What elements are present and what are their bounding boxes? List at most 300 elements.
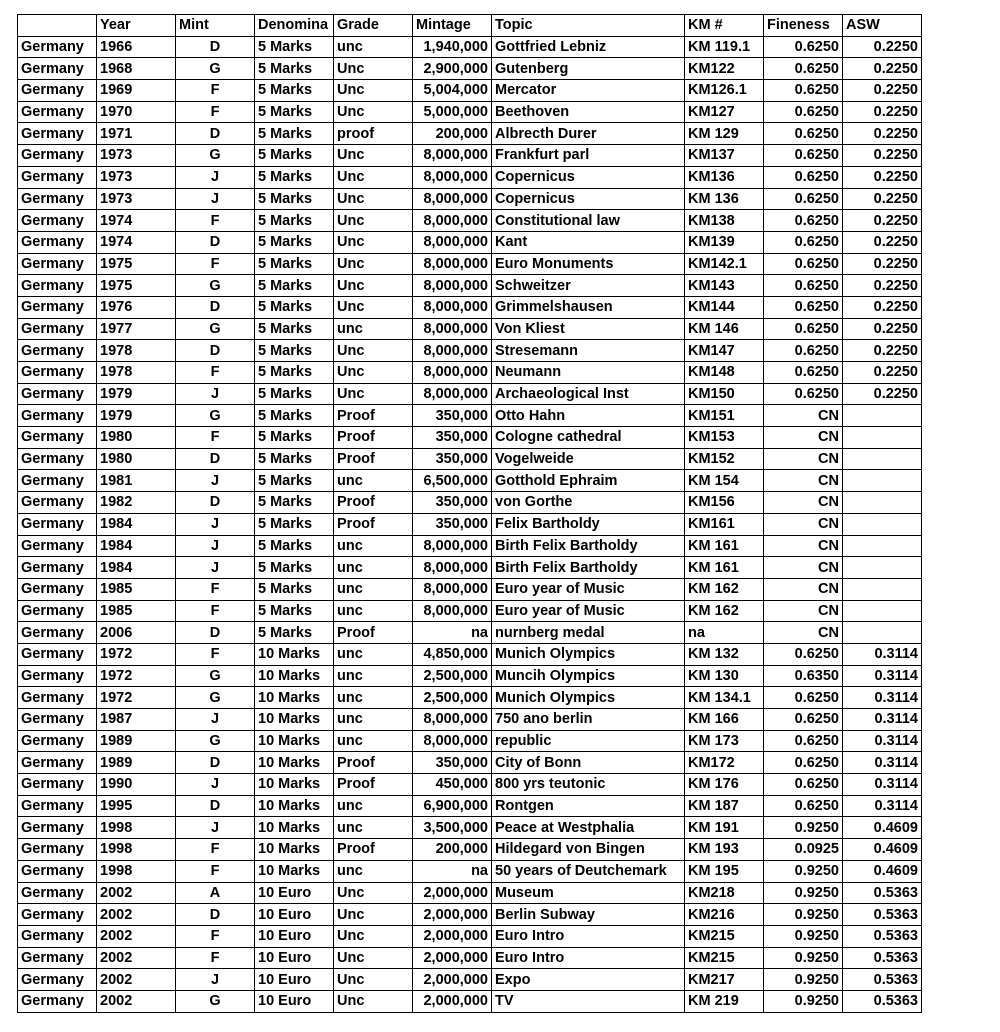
cell-asw: 0.4609 — [843, 817, 922, 839]
cell-grade: unc — [334, 665, 413, 687]
cell-km-number: KM215 — [685, 947, 764, 969]
cell-mintage: 350,000 — [413, 427, 492, 449]
cell-fineness: 0.6350 — [764, 665, 843, 687]
cell-mintage: 350,000 — [413, 492, 492, 514]
cell-km-number: KM215 — [685, 925, 764, 947]
cell-denomination: 10 Marks — [255, 860, 334, 882]
cell-grade: Unc — [334, 296, 413, 318]
cell-denomination: 5 Marks — [255, 58, 334, 80]
cell-asw — [843, 448, 922, 470]
cell-mint: F — [176, 253, 255, 275]
cell-grade: Unc — [334, 990, 413, 1012]
cell-country: Germany — [18, 535, 97, 557]
cell-km-number: KM148 — [685, 362, 764, 384]
table-row — [18, 709, 922, 731]
cell-year: 1974 — [97, 210, 176, 232]
cell-denomination: 5 Marks — [255, 405, 334, 427]
cell-topic: Birth Felix Bartholdy — [492, 557, 685, 579]
cell-asw: 0.2250 — [843, 58, 922, 80]
cell-grade: Proof — [334, 752, 413, 774]
cell-country: Germany — [18, 470, 97, 492]
cell-mint: G — [176, 990, 255, 1012]
cell-asw: 0.2250 — [843, 188, 922, 210]
cell-asw: 0.3114 — [843, 665, 922, 687]
cell-denomination: 5 Marks — [255, 318, 334, 340]
cell-year: 1985 — [97, 600, 176, 622]
cell-year: 1984 — [97, 513, 176, 535]
cell-fineness: 0.6250 — [764, 296, 843, 318]
cell-fineness: 0.6250 — [764, 36, 843, 58]
cell-asw: 0.2250 — [843, 231, 922, 253]
cell-mint: F — [176, 210, 255, 232]
table-row — [18, 362, 922, 384]
cell-grade: proof — [334, 123, 413, 145]
table-row — [18, 210, 922, 232]
cell-mintage: na — [413, 860, 492, 882]
cell-fineness: 0.6250 — [764, 687, 843, 709]
cell-country: Germany — [18, 600, 97, 622]
cell-denomination: 10 Euro — [255, 969, 334, 991]
cell-year: 1995 — [97, 795, 176, 817]
cell-denomination: 5 Marks — [255, 253, 334, 275]
cell-topic: 800 yrs teutonic — [492, 774, 685, 796]
table-row — [18, 492, 922, 514]
cell-topic: Neumann — [492, 362, 685, 384]
cell-grade: Proof — [334, 774, 413, 796]
cell-country: Germany — [18, 318, 97, 340]
table-row — [18, 448, 922, 470]
cell-country: Germany — [18, 166, 97, 188]
cell-country: Germany — [18, 687, 97, 709]
cell-topic: Copernicus — [492, 166, 685, 188]
cell-denomination: 5 Marks — [255, 622, 334, 644]
cell-asw: 0.3114 — [843, 795, 922, 817]
cell-topic: Kant — [492, 231, 685, 253]
cell-fineness: 0.6250 — [764, 101, 843, 123]
cell-grade: unc — [334, 687, 413, 709]
cell-grade: unc — [334, 643, 413, 665]
cell-km-number: KM161 — [685, 513, 764, 535]
cell-km-number: KM153 — [685, 427, 764, 449]
cell-km-number: KM 161 — [685, 557, 764, 579]
cell-fineness: CN — [764, 470, 843, 492]
cell-country: Germany — [18, 513, 97, 535]
cell-mint: D — [176, 123, 255, 145]
cell-country: Germany — [18, 557, 97, 579]
cell-grade: Unc — [334, 925, 413, 947]
cell-km-number: KM150 — [685, 383, 764, 405]
cell-topic: Felix Bartholdy — [492, 513, 685, 535]
cell-topic: Expo — [492, 969, 685, 991]
cell-topic: Birth Felix Bartholdy — [492, 535, 685, 557]
cell-mintage: 450,000 — [413, 774, 492, 796]
table-row — [18, 166, 922, 188]
cell-denomination: 5 Marks — [255, 383, 334, 405]
cell-km-number: KM216 — [685, 904, 764, 926]
cell-mint: G — [176, 275, 255, 297]
table-row — [18, 253, 922, 275]
cell-country: Germany — [18, 340, 97, 362]
cell-fineness: 0.6250 — [764, 123, 843, 145]
cell-denomination: 5 Marks — [255, 600, 334, 622]
cell-country: Germany — [18, 817, 97, 839]
cell-grade: Unc — [334, 210, 413, 232]
cell-country: Germany — [18, 752, 97, 774]
cell-grade: Unc — [334, 253, 413, 275]
cell-denomination: 5 Marks — [255, 578, 334, 600]
cell-denomination: 5 Marks — [255, 470, 334, 492]
cell-fineness: 0.6250 — [764, 383, 843, 405]
cell-year: 1973 — [97, 166, 176, 188]
table-row — [18, 557, 922, 579]
cell-km-number: KM136 — [685, 166, 764, 188]
cell-km-number: KM 176 — [685, 774, 764, 796]
cell-country: Germany — [18, 774, 97, 796]
table-row — [18, 231, 922, 253]
table-row — [18, 578, 922, 600]
cell-asw: 0.2250 — [843, 123, 922, 145]
cell-country: Germany — [18, 882, 97, 904]
cell-asw: 0.2250 — [843, 318, 922, 340]
cell-fineness: CN — [764, 513, 843, 535]
cell-mintage: 8,000,000 — [413, 296, 492, 318]
cell-km-number: KM217 — [685, 969, 764, 991]
cell-grade: unc — [334, 535, 413, 557]
table-row — [18, 882, 922, 904]
cell-km-number: KM156 — [685, 492, 764, 514]
cell-asw: 0.5363 — [843, 904, 922, 926]
cell-topic: Archaeological Inst — [492, 383, 685, 405]
cell-asw: 0.2250 — [843, 362, 922, 384]
cell-topic: republic — [492, 730, 685, 752]
cell-km-number: KM 195 — [685, 860, 764, 882]
table-row — [18, 665, 922, 687]
cell-grade: Unc — [334, 383, 413, 405]
cell-mintage: 1,940,000 — [413, 36, 492, 58]
cell-fineness: 0.6250 — [764, 318, 843, 340]
cell-mint: G — [176, 687, 255, 709]
cell-fineness: CN — [764, 578, 843, 600]
cell-country: Germany — [18, 969, 97, 991]
header-asw: ASW — [843, 15, 922, 37]
cell-km-number: KM 173 — [685, 730, 764, 752]
table-row — [18, 58, 922, 80]
cell-denomination: 5 Marks — [255, 166, 334, 188]
cell-asw: 0.3114 — [843, 774, 922, 796]
cell-asw — [843, 578, 922, 600]
cell-topic: Otto Hahn — [492, 405, 685, 427]
cell-mint: D — [176, 296, 255, 318]
cell-denomination: 10 Marks — [255, 687, 334, 709]
cell-mintage: 6,900,000 — [413, 795, 492, 817]
cell-mint: G — [176, 665, 255, 687]
cell-topic: Euro Intro — [492, 947, 685, 969]
cell-year: 1978 — [97, 362, 176, 384]
cell-fineness: CN — [764, 622, 843, 644]
cell-mintage: 2,000,000 — [413, 969, 492, 991]
cell-country: Germany — [18, 188, 97, 210]
cell-km-number: na — [685, 622, 764, 644]
cell-denomination: 10 Euro — [255, 882, 334, 904]
cell-fineness: 0.6250 — [764, 752, 843, 774]
cell-fineness: 0.6250 — [764, 253, 843, 275]
cell-mint: J — [176, 709, 255, 731]
cell-country: Germany — [18, 123, 97, 145]
cell-grade: unc — [334, 36, 413, 58]
cell-km-number: KM143 — [685, 275, 764, 297]
cell-grade: Unc — [334, 231, 413, 253]
cell-asw — [843, 427, 922, 449]
cell-asw — [843, 470, 922, 492]
cell-km-number: KM 193 — [685, 839, 764, 861]
header-denomination: Denomina — [255, 15, 334, 37]
cell-asw: 0.5363 — [843, 882, 922, 904]
cell-mintage: 6,500,000 — [413, 470, 492, 492]
cell-mint: J — [176, 470, 255, 492]
cell-country: Germany — [18, 296, 97, 318]
cell-fineness: CN — [764, 557, 843, 579]
cell-denomination: 10 Marks — [255, 839, 334, 861]
cell-km-number: KM 129 — [685, 123, 764, 145]
cell-grade: Proof — [334, 839, 413, 861]
cell-km-number: KM144 — [685, 296, 764, 318]
cell-fineness: 0.9250 — [764, 860, 843, 882]
cell-year: 1978 — [97, 340, 176, 362]
cell-asw: 0.2250 — [843, 210, 922, 232]
cell-topic: Euro year of Music — [492, 578, 685, 600]
cell-km-number: KM 130 — [685, 665, 764, 687]
cell-year: 2002 — [97, 947, 176, 969]
cell-mint: F — [176, 947, 255, 969]
cell-asw: 0.2250 — [843, 296, 922, 318]
cell-year: 2002 — [97, 904, 176, 926]
cell-mintage: 3,500,000 — [413, 817, 492, 839]
cell-denomination: 5 Marks — [255, 492, 334, 514]
header-mint: Mint — [176, 15, 255, 37]
table-row — [18, 340, 922, 362]
table-row — [18, 687, 922, 709]
cell-km-number: KM 162 — [685, 600, 764, 622]
cell-asw: 0.3114 — [843, 687, 922, 709]
cell-country: Germany — [18, 80, 97, 102]
cell-topic: 50 years of Deutchemark — [492, 860, 685, 882]
cell-asw: 0.3114 — [843, 752, 922, 774]
cell-topic: von Gorthe — [492, 492, 685, 514]
cell-year: 1975 — [97, 275, 176, 297]
cell-country: Germany — [18, 925, 97, 947]
cell-mintage: 8,000,000 — [413, 231, 492, 253]
cell-mint: F — [176, 427, 255, 449]
cell-fineness: 0.9250 — [764, 969, 843, 991]
cell-mintage: 8,000,000 — [413, 362, 492, 384]
cell-grade: Proof — [334, 622, 413, 644]
cell-denomination: 5 Marks — [255, 427, 334, 449]
cell-asw — [843, 557, 922, 579]
table-row — [18, 101, 922, 123]
cell-mintage: 4,850,000 — [413, 643, 492, 665]
cell-topic: Cologne cathedral — [492, 427, 685, 449]
header-grade: Grade — [334, 15, 413, 37]
cell-country: Germany — [18, 36, 97, 58]
cell-mint: J — [176, 383, 255, 405]
table-row — [18, 470, 922, 492]
cell-country: Germany — [18, 730, 97, 752]
cell-km-number: KM 162 — [685, 578, 764, 600]
cell-country: Germany — [18, 275, 97, 297]
table-row — [18, 405, 922, 427]
cell-mintage: 2,000,000 — [413, 925, 492, 947]
cell-denomination: 10 Marks — [255, 752, 334, 774]
cell-fineness: 0.9250 — [764, 817, 843, 839]
cell-year: 1980 — [97, 427, 176, 449]
cell-year: 1973 — [97, 188, 176, 210]
table-row — [18, 188, 922, 210]
cell-km-number: KM 134.1 — [685, 687, 764, 709]
table-row — [18, 600, 922, 622]
cell-fineness: 0.6250 — [764, 210, 843, 232]
cell-fineness: 0.6250 — [764, 145, 843, 167]
cell-asw: 0.5363 — [843, 925, 922, 947]
cell-mintage: 350,000 — [413, 513, 492, 535]
cell-mintage: 2,500,000 — [413, 687, 492, 709]
cell-fineness: CN — [764, 405, 843, 427]
table-row — [18, 947, 922, 969]
cell-denomination: 5 Marks — [255, 448, 334, 470]
cell-country: Germany — [18, 58, 97, 80]
cell-country: Germany — [18, 405, 97, 427]
cell-mint: F — [176, 578, 255, 600]
cell-mintage: 8,000,000 — [413, 730, 492, 752]
header-fineness: Fineness — [764, 15, 843, 37]
cell-mint: D — [176, 492, 255, 514]
cell-km-number: KM147 — [685, 340, 764, 362]
cell-km-number: KM 219 — [685, 990, 764, 1012]
cell-fineness: 0.6250 — [764, 231, 843, 253]
cell-year: 1979 — [97, 383, 176, 405]
cell-mint: F — [176, 80, 255, 102]
cell-year: 1977 — [97, 318, 176, 340]
cell-asw: 0.2250 — [843, 80, 922, 102]
cell-denomination: 10 Euro — [255, 904, 334, 926]
cell-country: Germany — [18, 448, 97, 470]
cell-grade: Proof — [334, 427, 413, 449]
cell-year: 1982 — [97, 492, 176, 514]
cell-mint: G — [176, 405, 255, 427]
cell-country: Germany — [18, 839, 97, 861]
cell-denomination: 5 Marks — [255, 80, 334, 102]
cell-mintage: 350,000 — [413, 405, 492, 427]
cell-denomination: 10 Marks — [255, 665, 334, 687]
cell-mint: D — [176, 622, 255, 644]
cell-year: 1972 — [97, 665, 176, 687]
cell-topic: Von Kliest — [492, 318, 685, 340]
table-row — [18, 296, 922, 318]
cell-mint: D — [176, 36, 255, 58]
table-row — [18, 839, 922, 861]
cell-mint: J — [176, 969, 255, 991]
cell-topic: Gotthold Ephraim — [492, 470, 685, 492]
cell-fineness: 0.6250 — [764, 709, 843, 731]
cell-denomination: 5 Marks — [255, 557, 334, 579]
table-row — [18, 513, 922, 535]
cell-year: 1989 — [97, 730, 176, 752]
cell-fineness: 0.9250 — [764, 925, 843, 947]
cell-year: 1998 — [97, 817, 176, 839]
cell-year: 1971 — [97, 123, 176, 145]
cell-topic: Munich Olympics — [492, 687, 685, 709]
cell-fineness: 0.6250 — [764, 58, 843, 80]
cell-fineness: 0.6250 — [764, 730, 843, 752]
cell-denomination: 5 Marks — [255, 101, 334, 123]
cell-grade: unc — [334, 600, 413, 622]
cell-mintage: 5,000,000 — [413, 101, 492, 123]
cell-grade: Unc — [334, 80, 413, 102]
cell-km-number: KM172 — [685, 752, 764, 774]
cell-asw: 0.2250 — [843, 166, 922, 188]
cell-country: Germany — [18, 231, 97, 253]
cell-fineness: 0.0925 — [764, 839, 843, 861]
cell-fineness: CN — [764, 448, 843, 470]
cell-fineness: 0.6250 — [764, 774, 843, 796]
table-row — [18, 817, 922, 839]
cell-grade: Unc — [334, 969, 413, 991]
cell-year: 1970 — [97, 101, 176, 123]
cell-mint: F — [176, 362, 255, 384]
header-country — [18, 15, 97, 37]
table-row — [18, 145, 922, 167]
cell-country: Germany — [18, 904, 97, 926]
cell-mintage: 8,000,000 — [413, 709, 492, 731]
cell-fineness: 0.6250 — [764, 340, 843, 362]
cell-denomination: 5 Marks — [255, 188, 334, 210]
cell-mint: J — [176, 817, 255, 839]
cell-asw: 0.2250 — [843, 36, 922, 58]
cell-country: Germany — [18, 709, 97, 731]
header-mintage: Mintage — [413, 15, 492, 37]
cell-grade: Unc — [334, 145, 413, 167]
cell-asw: 0.2250 — [843, 253, 922, 275]
cell-denomination: 10 Euro — [255, 947, 334, 969]
table-row — [18, 427, 922, 449]
cell-mintage: 8,000,000 — [413, 578, 492, 600]
cell-mint: D — [176, 795, 255, 817]
table-row — [18, 275, 922, 297]
cell-mintage: 8,000,000 — [413, 535, 492, 557]
cell-mintage: 2,000,000 — [413, 947, 492, 969]
cell-fineness: 0.9250 — [764, 882, 843, 904]
cell-year: 1980 — [97, 448, 176, 470]
cell-topic: Stresemann — [492, 340, 685, 362]
cell-mintage: 200,000 — [413, 123, 492, 145]
cell-country: Germany — [18, 643, 97, 665]
cell-asw: 0.5363 — [843, 947, 922, 969]
cell-topic: TV — [492, 990, 685, 1012]
cell-country: Germany — [18, 622, 97, 644]
cell-mint: F — [176, 101, 255, 123]
cell-mintage: 350,000 — [413, 752, 492, 774]
cell-fineness: CN — [764, 492, 843, 514]
cell-year: 1975 — [97, 253, 176, 275]
table-row — [18, 80, 922, 102]
cell-country: Germany — [18, 665, 97, 687]
table-row — [18, 860, 922, 882]
cell-grade: unc — [334, 817, 413, 839]
cell-mint: D — [176, 231, 255, 253]
cell-km-number: KM137 — [685, 145, 764, 167]
cell-year: 1981 — [97, 470, 176, 492]
table-row — [18, 622, 922, 644]
cell-km-number: KM 191 — [685, 817, 764, 839]
